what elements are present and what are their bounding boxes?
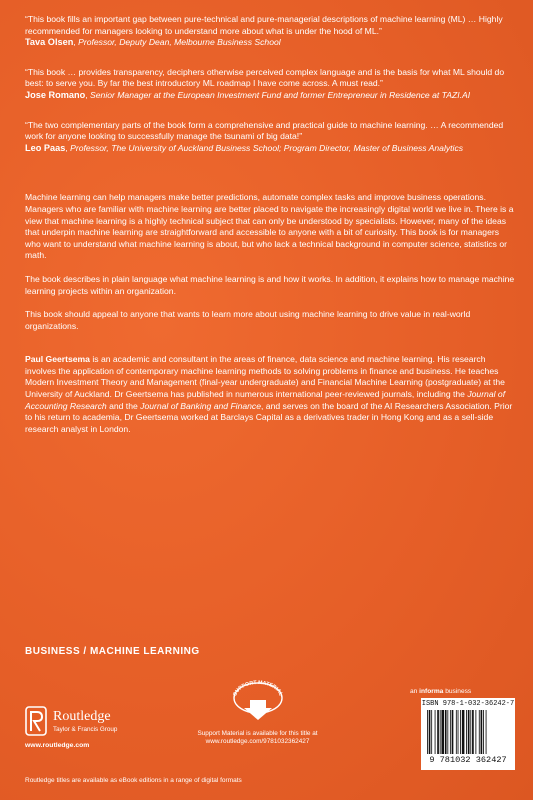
quote-author: Tava Olsen <box>25 37 74 48</box>
support-line-1: Support Material is available for this title at <box>197 730 318 737</box>
quote-author-role: Professor, Deputy Dean, Melbourne Business School <box>78 37 281 48</box>
description-paragraph-3: This book should appeal to anyone that wants to learn more about using machine learning to drive value in real-world organizations. <box>25 309 471 331</box>
barcode-bars <box>427 710 509 754</box>
quote-author-role: Professor, The University of Auckland Business School; Program Director, Master of Business Analytics <box>70 142 464 153</box>
support-material <box>180 680 335 747</box>
publisher-name: Routledge <box>53 709 111 724</box>
barcode-digits: 9 781032 362427 <box>429 755 507 765</box>
quote-text: “This book … provides transparency, deciphers otherwise perceived complex language and is the basis for what ML should do best: to serve you. By far the best introductory ML roadmap I have come across. A must read.” <box>25 66 505 89</box>
author-name: Paul Geertsema <box>25 354 90 365</box>
ebook-availability-note: Routledge titles are available as eBook editions in a range of digital formats <box>25 777 242 784</box>
journal-name: Journal of Accounting Research <box>25 389 506 411</box>
description-paragraph-1: Machine learning can help managers make better predictions, automate complex tasks and improve business operations. Managers who are familiar with machine learning are better placed to navigate the increasingly digital world we live in. There is a view that machine learning is a highly technical subject that can only be understood by specialists. However, many of the ideas that underpin machine learning are straightforward and accessible to anyone with a bit of curiosity. This book is for managers who want to understand what machine learning is about, but who lack a technical background in computer science, statistics or math. <box>25 192 514 261</box>
endorsement-2: “This book … provides transparency, deciphers otherwise perceived complex language and is the basis for what ML should do best: to serve you. By far the best introductory ML roadmap I have come across. A must read.” Jose Romano, Senior Manager at the European Investment Fund and former Entrepreneur in Residence at TAZI.AI <box>25 66 505 100</box>
endorsement-3: “The two complementary parts of the book form a comprehensive and practical guide to machine learning. … A recommended work for anyone looking to successfully manage the tsunami of big data!” Leo Paas, Professor, The University of Auckland Business School; Program Director, Master of Business Analytics <box>25 119 504 153</box>
quote-author: Jose Romano <box>25 89 86 100</box>
quote-text: “The two complementary parts of the book form a comprehensive and practical guide to machine learning. … A recommended work for anyone looking to successfully manage the tsunami of big data!” <box>25 119 504 142</box>
isbn-barcode <box>421 698 515 770</box>
quote-text: “This book fills an important gap between pure-technical and pure-managerial descriptions of machine learning (ML) … Highly recommended for managers looking to understand more about what is under the hood of ML.” <box>25 14 503 36</box>
endorsement-1: “This book fills an important gap between pure-technical and pure-managerial descriptions of machine learning (ML) … Highly recommended for managers looking to understand more about what is under the hood of ML.” Tava Olsen, Professor, Deputy Dean, Melbourne Business School <box>25 14 503 48</box>
support-badge-text: SUPPORT MATERIAL <box>231 680 284 697</box>
informa-brand: informa <box>419 688 444 695</box>
description-paragraph-2: The book describes in plain language what machine learning is and how it works. In addition, it explains how to manage machine learning projects within an organization. <box>25 273 515 296</box>
support-material-download-icon <box>228 680 288 726</box>
quote-author-role: Senior Manager at the European Investment Fund and former Entrepreneur in Residence at TAZI.AI <box>90 89 471 100</box>
publisher-group: Taylor & Francis Group <box>53 726 118 733</box>
svg-text:SUPPORT MATERIAL <box>232 680 284 698</box>
support-url: www.routledge.com/9781032362427 <box>205 738 310 746</box>
quote-author: Leo Paas <box>25 142 66 153</box>
subject-category: BUSINESS / MACHINE LEARNING <box>25 646 200 657</box>
author-bio: Paul Geertsema is an academic and consultant in the areas of finance, data science and machine learning. His research involves the application of contemporary machine learning methods to solving problems in finance and business. He teaches Modern Investment Theory and Management (final-year undergraduate) and Financial Machine Learning (postgraduate) at the University of Auckland. Dr Geertsema has published in numerous international peer-reviewed journals, including the Journal of Accounting Research and the Journal of Banking and Finance, and serves on the board of the AI Researchers Association. Prior to his return to academia, Dr Geertsema worked at Barclays Capital as a derivatives trader in Hong Kong and as a sell-side research analyst in London. <box>25 354 513 434</box>
publisher-url: www.routledge.com <box>25 742 90 749</box>
informa-business-label: an informa business <box>410 688 472 695</box>
isbn-text: ISBN 978-1-032-36242-7 <box>421 700 515 708</box>
routledge-logo-icon <box>25 706 47 736</box>
cover-text <box>25 14 515 435</box>
journal-name: Journal of Banking and Finance <box>140 400 262 411</box>
